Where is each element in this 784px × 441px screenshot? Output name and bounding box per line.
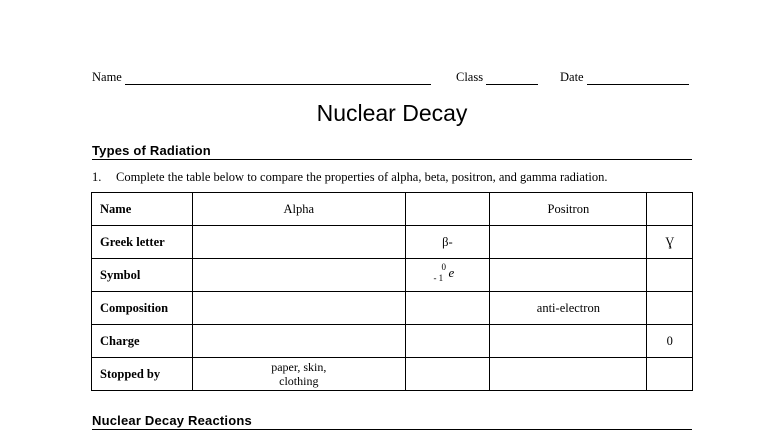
row-label: Greek letter xyxy=(92,226,193,259)
name-label: Name xyxy=(92,70,122,84)
cell-beta-composition[interactable] xyxy=(405,292,490,325)
class-label: Class xyxy=(456,70,484,84)
name-blank[interactable] xyxy=(125,72,431,85)
row-label: Charge xyxy=(92,325,193,358)
table-row-symbol xyxy=(92,259,693,292)
cell-gamma-symbol[interactable] xyxy=(647,259,693,292)
cell-gamma-charge[interactable]: 0 xyxy=(647,325,693,358)
section-heading-types-of-radiation: Types of Radiation xyxy=(92,143,692,160)
cell-alpha-greek[interactable] xyxy=(193,226,406,259)
table-row-greek-letter xyxy=(92,226,693,259)
beta-particle-symbol xyxy=(433,262,461,284)
cell-gamma-greek[interactable]: Ɣ xyxy=(647,226,693,259)
cell-beta-symbol[interactable] xyxy=(405,259,490,292)
cell-gamma-name[interactable] xyxy=(647,193,693,226)
alpha-stopped-by-text: paper, skin, clothing xyxy=(271,359,327,388)
cell-beta-name[interactable] xyxy=(405,193,490,226)
name-field xyxy=(92,70,431,85)
cell-alpha-name[interactable]: Alpha xyxy=(193,193,406,226)
section-heading-nuclear-decay-reactions: Nuclear Decay Reactions xyxy=(92,413,692,430)
radiation-properties-table xyxy=(91,192,693,391)
row-label: Composition xyxy=(92,292,193,325)
cell-positron-greek[interactable] xyxy=(490,226,647,259)
row-label: Stopped by xyxy=(92,358,193,391)
cell-positron-stopped-by[interactable] xyxy=(490,358,647,391)
cell-positron-composition[interactable]: anti-electron xyxy=(490,292,647,325)
student-info-header xyxy=(92,70,694,86)
table-row-stopped-by xyxy=(92,358,693,391)
element-letter: e xyxy=(448,265,455,280)
table-row-composition xyxy=(92,292,693,325)
question-text: Complete the table below to compare the properties of alpha, beta, positron, and gamma radiation. xyxy=(116,170,608,184)
cell-alpha-charge[interactable] xyxy=(193,325,406,358)
row-label: Name xyxy=(92,193,193,226)
cell-beta-stopped-by[interactable] xyxy=(405,358,490,391)
class-field xyxy=(456,70,538,85)
cell-gamma-composition[interactable] xyxy=(647,292,693,325)
cell-beta-charge[interactable] xyxy=(405,325,490,358)
cell-positron-charge[interactable] xyxy=(490,325,647,358)
charge-number: - 1 xyxy=(433,273,444,283)
cell-positron-name[interactable]: Positron xyxy=(490,193,647,226)
mass-number: 0 xyxy=(441,262,446,272)
question-1 xyxy=(92,170,608,185)
date-blank[interactable] xyxy=(587,72,689,85)
date-label: Date xyxy=(560,70,584,84)
cell-alpha-composition[interactable] xyxy=(193,292,406,325)
table-row-charge xyxy=(92,325,693,358)
cell-beta-greek[interactable]: β- xyxy=(405,226,490,259)
document-title: Nuclear Decay xyxy=(316,100,468,126)
question-number: 1. xyxy=(92,170,102,184)
cell-gamma-stopped-by[interactable] xyxy=(647,358,693,391)
cell-alpha-symbol[interactable] xyxy=(193,259,406,292)
cell-alpha-stopped-by[interactable] xyxy=(193,358,406,391)
cell-positron-symbol[interactable] xyxy=(490,259,647,292)
date-field xyxy=(560,70,689,85)
class-blank[interactable] xyxy=(486,72,538,85)
table-row-name xyxy=(92,193,693,226)
row-label: Symbol xyxy=(92,259,193,292)
